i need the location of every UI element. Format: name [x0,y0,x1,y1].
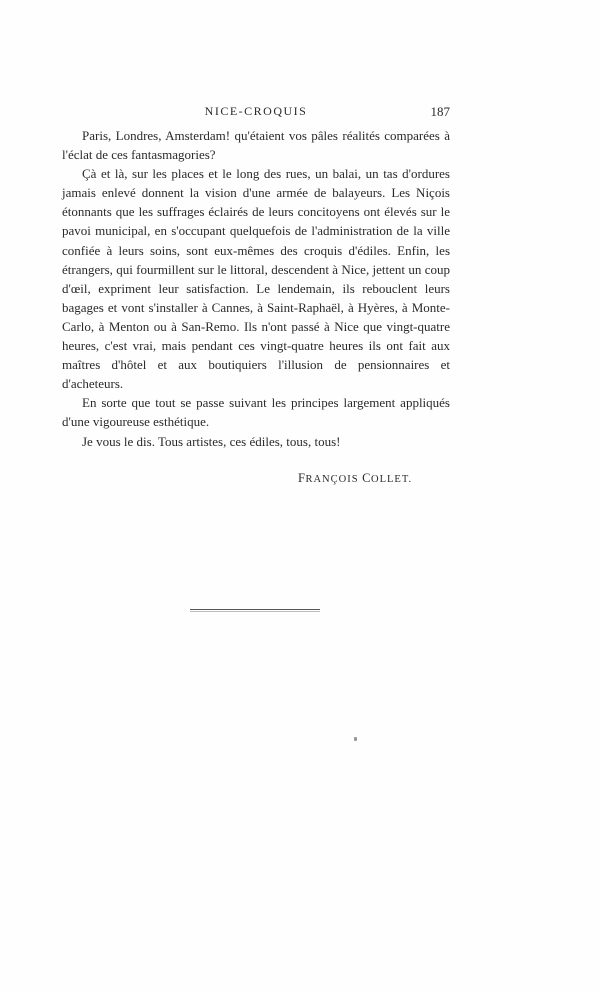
paragraph: En sorte que tout se passe suivant les principes largement appliqués d'une vigoureuse esthétique. [62,395,450,430]
signature-last-rest: OLLET. [371,474,413,485]
signature-first-rest: RANÇOIS [305,474,359,485]
body-text [62,126,450,451]
running-head [62,104,450,124]
paragraph: Paris, Londres, Amsterdam! qu'étaient vos pâles réalités comparées à l'éclat de ces fantasmagories? [62,128,450,163]
end-rule [190,609,320,610]
author-signature [298,471,412,486]
running-title: NICE-CROQUIS [204,104,308,118]
page-number: 187 [430,104,450,119]
signature-first-initial: F [298,471,306,485]
paragraph: Çà et là, sur les places et le long des rues, un balai, un tas d'ordures jamais enlevé donnent la vision d'une armée de balayeurs. Les Niçois étonnants que les suffrages éclairés de leurs concitoyens ont élevés sur le pavoi municipal, en s'occupant quelquefois de l'administration de la ville confiée à leurs soins, sont eux-mêmes des croquis d'édiles. Enfin, les étrangers, qui fourmillent sur le littoral, descendent à Nice, jettent un coup d'œil, expriment leur satisfaction. Le lendemain, ils rebouclent leurs bagages et vont s'installer à Cannes, à Saint-Raphaël, à Hyères, à Monte-Carlo, à Menton ou à San-Remo. Ils n'ont passé à Nice que vingt-quatre heures, c'est vrai, mais pendant ces vingt-quatre heures ils ont fait aux maîtres d'hôtel et aux boutiquiers l'illusion de pensionnaires et d'acheteurs. [62,166,450,392]
paper-speck [354,737,357,741]
paragraph: Je vous le dis. Tous artistes, ces édiles, tous, tous! [82,433,341,449]
signature-last-initial: C [362,471,372,485]
